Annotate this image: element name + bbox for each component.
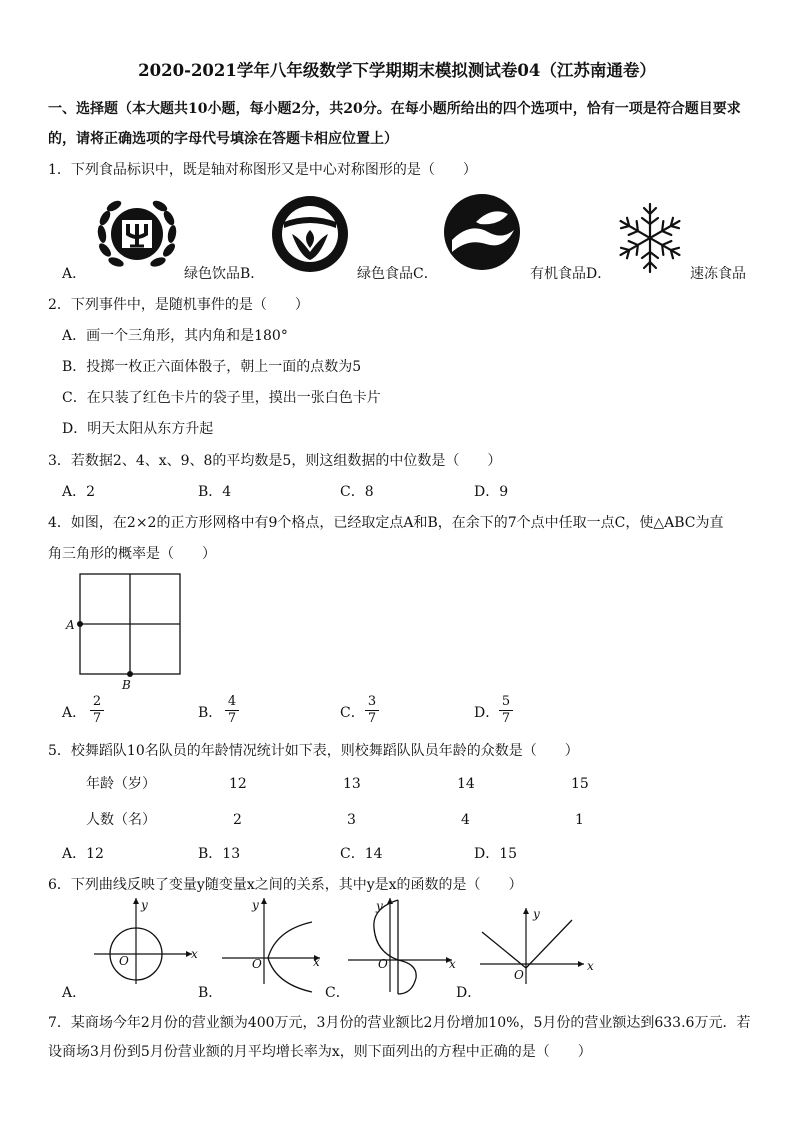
q1-option-a-label: 绿色饮品B． xyxy=(184,266,265,282)
table-cell: 3 xyxy=(347,812,356,828)
graph-d-origin: O xyxy=(514,968,524,982)
q5-option-a: A．12 xyxy=(62,846,104,862)
q3-option-a: A．2 xyxy=(62,484,96,500)
graph-c-s-curve xyxy=(346,896,456,996)
table-cell: 14 xyxy=(457,776,475,792)
q1-option-d-label: 速冻食品 xyxy=(690,266,746,282)
graph-c-origin: O xyxy=(378,957,388,971)
table-cell: 4 xyxy=(461,812,470,828)
q2-stem: 2．下列事件中，是随机事件的是（ ） xyxy=(48,297,309,313)
q1-option-c-label: 有机食品D． xyxy=(530,266,612,282)
q1-option-b-label: 绿色食品C． xyxy=(357,266,438,282)
q6-option-d: D． xyxy=(456,985,482,1001)
table-cell: 1 xyxy=(575,812,584,828)
q2-option-c: C．在只装了红色卡片的袋子里，摸出一张白色卡片 xyxy=(62,390,381,406)
q1-option-a-letter: A． xyxy=(62,266,87,282)
q5-option-d: D．15 xyxy=(474,846,518,862)
graph-b-y-label: y xyxy=(252,898,259,912)
q7-stem-line1: 7．某商场今年2月份的营业额为400万元，3月份的营业额比2月份增加10%，5月份的营业额达到633.6万元．若 xyxy=(48,1015,751,1031)
green-food-logo-icon xyxy=(270,194,350,274)
grid-figure xyxy=(64,568,184,692)
table-cell: 2 xyxy=(233,812,242,828)
graph-b-origin: O xyxy=(252,957,262,971)
q4-option-a-fraction: 2 7 xyxy=(90,695,104,726)
q4-option-c-fraction: 3 7 xyxy=(365,695,379,726)
graph-c-y-label: y xyxy=(376,899,383,913)
q3-option-d: D．9 xyxy=(474,484,509,500)
table-cell: 12 xyxy=(229,776,247,792)
graph-d-x-label: x xyxy=(587,959,594,973)
q5-option-c: C．14 xyxy=(340,846,383,862)
q3-stem: 3．若数据2、4、x、9、8的平均数是5，则这组数据的中位数是（ ） xyxy=(48,453,502,469)
graph-b-parabola xyxy=(220,896,324,986)
graph-b-x-label: x xyxy=(313,955,320,969)
q7-stem-line2: 设商场3月份到5月份营业额的月平均增长率为x，则下面列出的方程中正确的是（ ） xyxy=(48,1044,592,1060)
q4-option-b-letter: B． xyxy=(198,705,223,721)
section-instructions-line2: 的，请将正确选项的字母代号填涂在答题卡相应位置上） xyxy=(48,131,398,147)
q5-stem: 5．校舞蹈队10名队员的年龄情况统计如下表，则校舞蹈队队员年龄的众数是（ ） xyxy=(48,743,579,759)
q4-option-a-letter: A． xyxy=(62,705,87,721)
graph-d-y-label: y xyxy=(533,907,540,921)
point-b-label: B xyxy=(122,678,131,692)
q4-stem-line2: 角三角形的概率是（ ） xyxy=(48,546,216,562)
graph-c-x-label: x xyxy=(449,957,456,971)
q2-option-d: D．明天太阳从东方升起 xyxy=(62,421,214,437)
table-row1-header: 年龄（岁） xyxy=(86,776,156,792)
table-cell: 13 xyxy=(343,776,361,792)
q6-stem: 6．下列曲线反映了变量y随变量x之间的关系，其中y是x的函数的是（ ） xyxy=(48,877,523,893)
q6-option-c: C． xyxy=(325,985,350,1001)
q2-option-b: B．投掷一枚正六面体骰子，朝上一面的点数为5 xyxy=(62,359,362,375)
q4-option-b-fraction: 4 7 xyxy=(225,695,239,726)
page-title: 2020-2021学年八年级数学下学期期末模拟测试卷04（江苏南通卷） xyxy=(138,61,656,80)
q4-stem-line1: 4．如图，在2×2的正方形网格中有9个格点，已经取定点A和B，在余下的7个点中任取一点C，使△ABC为直 xyxy=(48,515,724,531)
table-row2-header: 人数（名） xyxy=(86,812,156,828)
graph-a-y-label: y xyxy=(141,898,148,912)
organic-food-logo-icon xyxy=(442,192,522,272)
q5-option-b: B．13 xyxy=(198,846,241,862)
snowflake-icon xyxy=(612,202,688,274)
q1-stem: 1．下列食品标识中，既是轴对称图形又是中心对称图形的是（ ） xyxy=(48,162,477,178)
section-instructions-line1: 一、选择题（本大题共10小题，每小题2分，共20分。在每小题所给出的四个选项中，恰有一项是符合题目要求 xyxy=(48,101,741,117)
table-cell: 15 xyxy=(571,776,589,792)
q6-option-b: B． xyxy=(198,985,223,1001)
q3-option-c: C．8 xyxy=(340,484,374,500)
point-a-label: A xyxy=(66,618,75,632)
q4-option-d-letter: D． xyxy=(474,705,500,721)
q4-option-d-fraction: 5 7 xyxy=(499,695,513,726)
q6-option-a: A． xyxy=(62,985,87,1001)
graph-a-origin: O xyxy=(119,954,129,968)
drink-logo-icon xyxy=(92,194,182,274)
graph-a-x-label: x xyxy=(191,947,198,961)
q2-option-a: A．画一个三角形，其内角和是180° xyxy=(62,328,288,344)
q3-option-b: B．4 xyxy=(198,484,232,500)
q4-option-c-letter: C． xyxy=(340,705,365,721)
